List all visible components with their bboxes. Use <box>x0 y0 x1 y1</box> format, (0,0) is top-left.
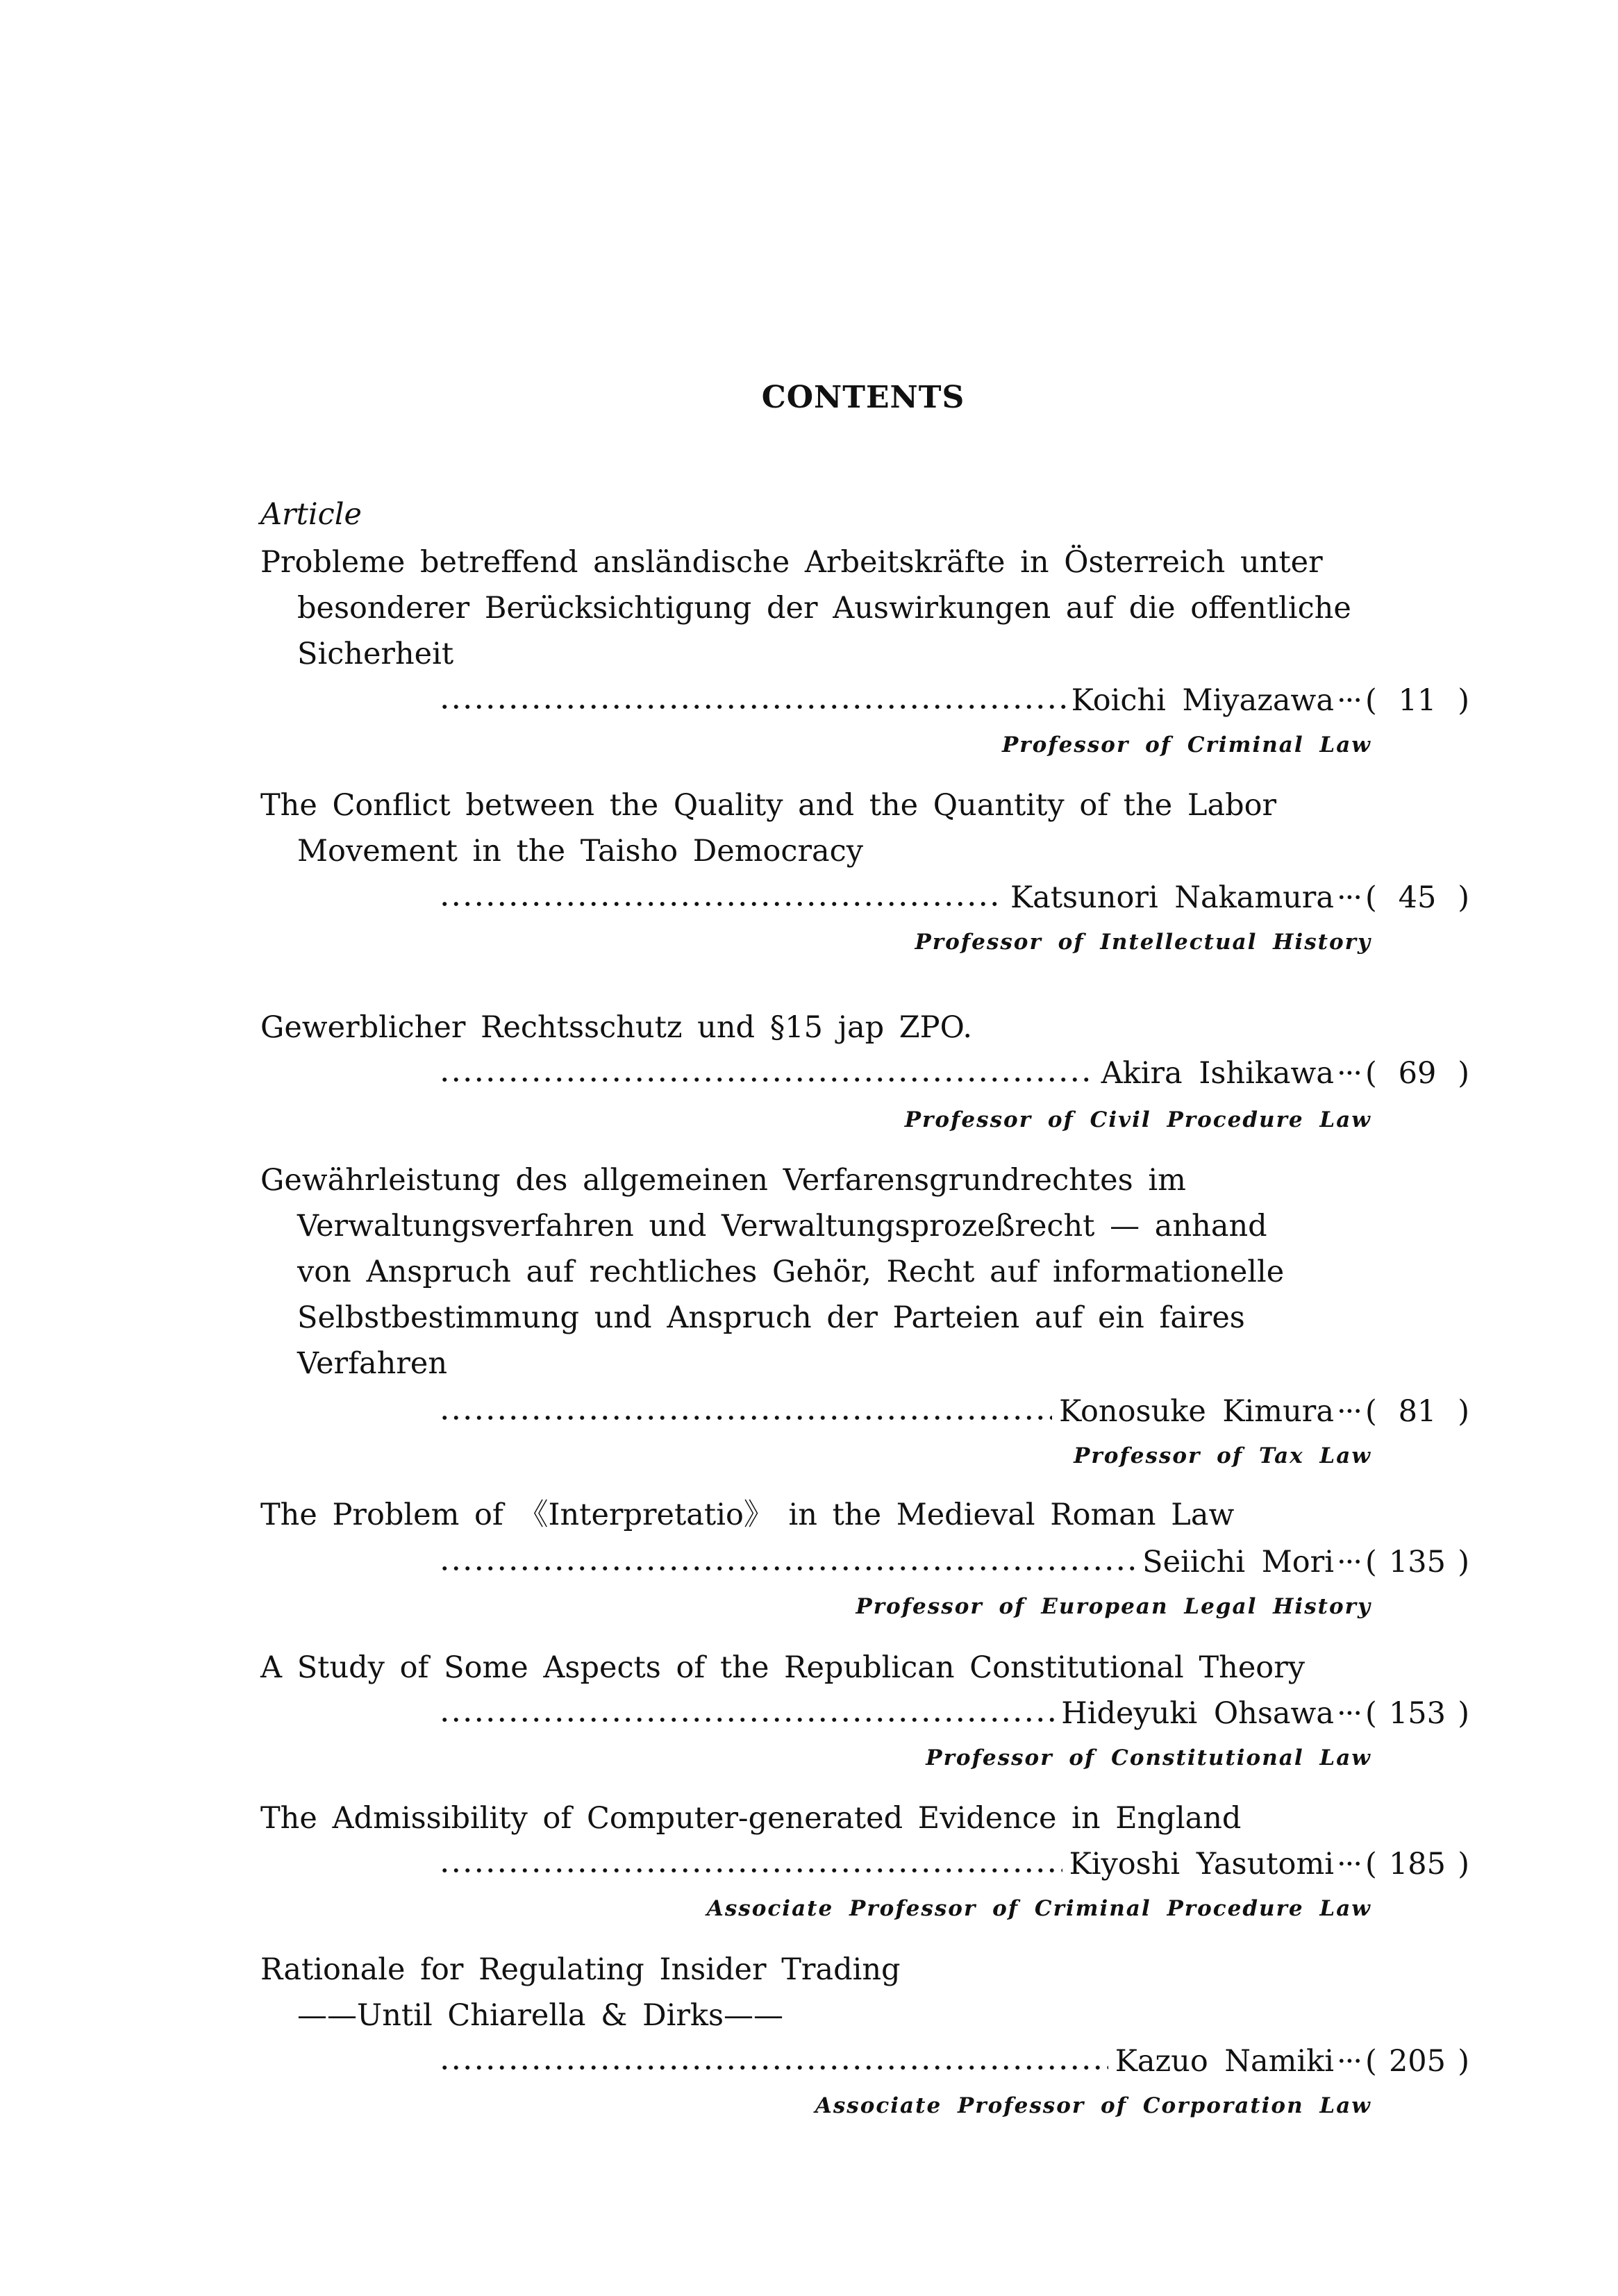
page-number <box>1365 875 1469 921</box>
page-number-value: 81 <box>1398 1394 1437 1429</box>
ellipsis: ··· <box>1336 1394 1361 1429</box>
paren-open: ( <box>1365 1545 1377 1579</box>
page-number-value: 69 <box>1398 1056 1437 1091</box>
author-name: Katsunori Nakamura <box>1010 880 1334 915</box>
author-name: Seiichi Mori <box>1142 1545 1334 1579</box>
author-line <box>439 678 1469 723</box>
paren-close: ) <box>1458 2044 1469 2079</box>
page-number-value: 45 <box>1398 880 1437 915</box>
page-number <box>1365 678 1469 723</box>
entry-title-line: Selbstbestimmung und Anspruch der Parteien auf ein faires <box>297 1300 1245 1335</box>
page-number-value: 11 <box>1398 683 1437 718</box>
author-line <box>439 875 1469 921</box>
author-role: Professor of Criminal Law <box>1001 732 1371 757</box>
author-line <box>439 1841 1469 1887</box>
paren-close: ) <box>1458 1394 1469 1429</box>
entry-title-line: Rationale for Regulating Insider Trading <box>260 1952 901 1987</box>
ellipsis: ··· <box>1336 880 1361 915</box>
entry-title-line: Gewerblicher Rechtsschutz und §15 jap ZPO. <box>260 1010 973 1045</box>
entry-title-line: Sicherheit <box>297 637 454 671</box>
page-number-value: 205 <box>1388 2044 1446 2079</box>
paren-open: ( <box>1365 1696 1377 1731</box>
ellipsis: ··· <box>1336 1545 1361 1579</box>
dot-leader <box>439 1050 1094 1096</box>
paren-open: ( <box>1365 880 1377 915</box>
paren-open: ( <box>1365 2044 1377 2079</box>
dot-leader <box>439 1389 1052 1434</box>
paren-close: ) <box>1458 683 1469 718</box>
author-line <box>439 1539 1469 1585</box>
paren-close: ) <box>1458 1847 1469 1882</box>
page-number <box>1365 1841 1469 1887</box>
page-number <box>1365 1539 1469 1585</box>
author-name: Hideyuki Ohsawa <box>1061 1696 1334 1731</box>
entry-title-line: Probleme betreffend ansländische Arbeitskräfte in Österreich unter <box>260 545 1323 580</box>
author-line <box>439 2038 1469 2084</box>
paren-close: ) <box>1458 1056 1469 1091</box>
paren-close: ) <box>1458 880 1469 915</box>
entry-title-line: Movement in the Taisho Democracy <box>297 834 864 869</box>
paren-open: ( <box>1365 683 1377 718</box>
entry-title-line: The Admissibility of Computer-generated Evidence in England <box>260 1801 1242 1836</box>
page-number-value: 135 <box>1388 1545 1446 1579</box>
page-number <box>1365 1691 1469 1736</box>
author-name: Akira Ishikawa <box>1101 1056 1334 1091</box>
page-number-value: 153 <box>1388 1696 1446 1731</box>
page-number <box>1365 2038 1469 2084</box>
entry-title-line: Gewährleistung des allgemeinen Verfarensgrundrechtes im <box>260 1163 1186 1198</box>
author-role: Professor of European Legal History <box>856 1594 1371 1619</box>
page-number <box>1365 1389 1469 1434</box>
dot-leader <box>439 875 1003 921</box>
author-name: Kazuo Namiki <box>1115 2044 1334 2079</box>
entry-title-line: The Problem of 《Interpretatio》 in the Medieval Roman Law <box>260 1498 1235 1532</box>
paren-open: ( <box>1365 1847 1377 1882</box>
page-number-value: 185 <box>1388 1847 1446 1882</box>
dot-leader <box>439 2038 1108 2084</box>
page-number <box>1365 1050 1469 1096</box>
author-line <box>439 1050 1469 1096</box>
entry-title-line: Verwaltungsverfahren und Verwaltungsprozeßrecht — anhand <box>297 1209 1267 1243</box>
entry-title-line: von Anspruch auf rechtliches Gehör, Recht auf informationelle <box>297 1255 1285 1289</box>
paren-close: ) <box>1458 1696 1469 1731</box>
ellipsis: ··· <box>1336 1696 1361 1731</box>
entry-title-line: Verfahren <box>297 1346 448 1381</box>
author-name: Konosuke Kimura <box>1059 1394 1334 1429</box>
dot-leader <box>439 1691 1054 1736</box>
paren-open: ( <box>1365 1394 1377 1429</box>
author-role: Professor of Civil Procedure Law <box>904 1107 1371 1132</box>
author-line <box>439 1389 1469 1434</box>
ellipsis: ··· <box>1336 683 1361 718</box>
author-name: Koichi Miyazawa <box>1071 683 1334 718</box>
ellipsis: ··· <box>1336 1847 1361 1882</box>
paren-open: ( <box>1365 1056 1377 1091</box>
ellipsis: ··· <box>1336 2044 1361 2079</box>
author-role: Associate Professor of Criminal Procedure Law <box>706 1896 1371 1921</box>
dot-leader <box>439 1539 1135 1585</box>
author-role: Associate Professor of Corporation Law <box>815 2093 1371 2118</box>
ellipsis: ··· <box>1336 1056 1361 1091</box>
page-title: CONTENTS <box>761 380 965 415</box>
entry-title-line: A Study of Some Aspects of the Republican Constitutional Theory <box>260 1650 1306 1685</box>
author-line <box>439 1691 1469 1736</box>
entry-title-line: ——Until Chiarella & Dirks—— <box>297 1998 784 2033</box>
dot-leader <box>439 1841 1062 1887</box>
author-role: Professor of Intellectual History <box>915 930 1371 955</box>
entry-title-line: besonderer Berücksichtigung der Auswirkungen auf die offentliche <box>297 591 1351 626</box>
paren-close: ) <box>1458 1545 1469 1579</box>
dot-leader <box>439 678 1070 723</box>
entry-title-line: The Conflict between the Quality and the Quantity of the Labor <box>260 788 1277 823</box>
author-role: Professor of Constitutional Law <box>926 1745 1371 1770</box>
section-label-article: Article <box>260 497 362 532</box>
author-role: Professor of Tax Law <box>1074 1443 1371 1468</box>
author-name: Kiyoshi Yasutomi <box>1069 1847 1334 1882</box>
